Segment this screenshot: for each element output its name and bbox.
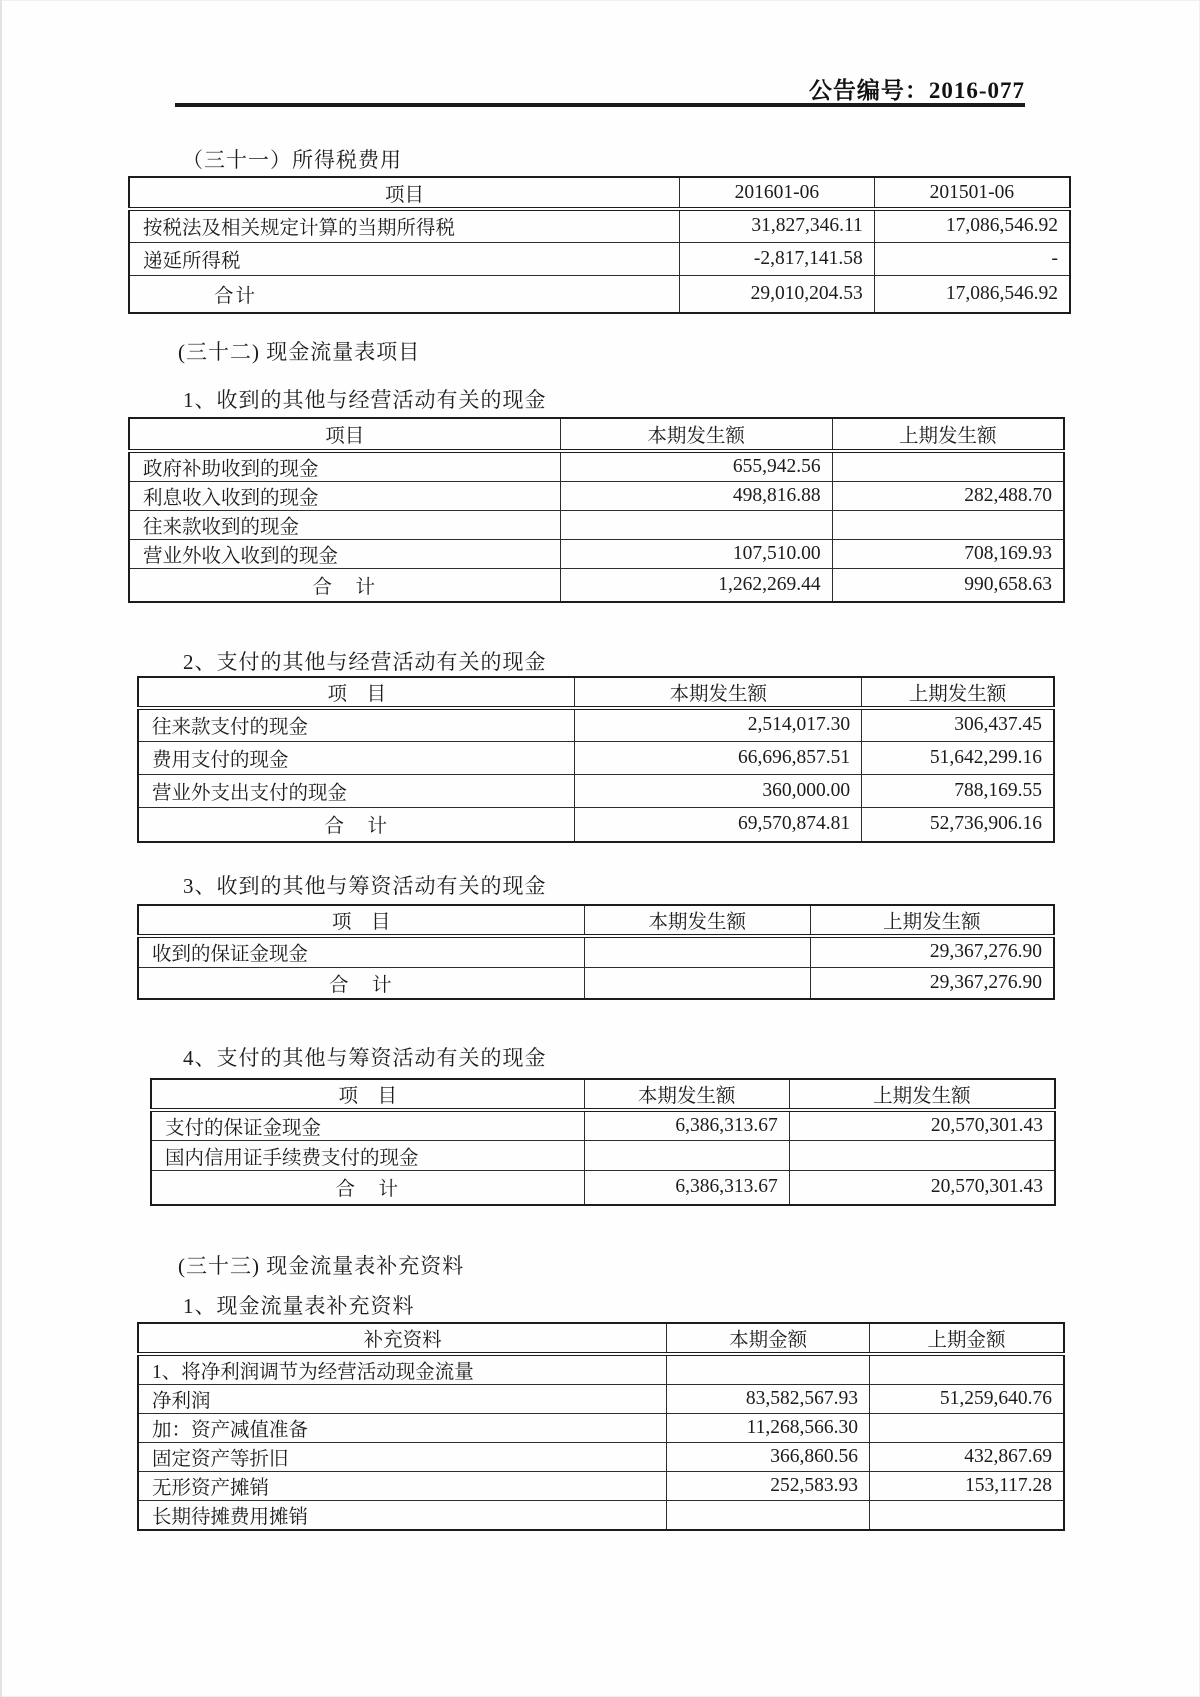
item-cell: 费用支付的现金 xyxy=(138,741,575,774)
column-header: 上期金额 xyxy=(870,1323,1064,1354)
table-row xyxy=(151,1171,1055,1205)
item-cell: 1、将净利润调节为经营活动现金流量 xyxy=(138,1354,667,1385)
prior-period-cell: 29,367,276.90 xyxy=(810,967,1054,999)
prior-period-cell: 52,736,906.16 xyxy=(862,807,1054,842)
item-cell: 合 计 xyxy=(138,967,584,999)
column-header: 上期发生额 xyxy=(789,1079,1055,1110)
column-header: 上期发生额 xyxy=(862,677,1054,708)
current-amount-cell: 11,268,566.30 xyxy=(667,1414,870,1443)
current-period-cell: 69,570,874.81 xyxy=(575,807,862,842)
current-period-cell: 29,010,204.53 xyxy=(679,275,874,313)
table-row xyxy=(138,807,1054,842)
operating-received-table-wrap xyxy=(128,417,1065,603)
prior-period-cell: 708,169.93 xyxy=(832,540,1064,569)
item-cell: 利息收入收到的现金 xyxy=(129,482,560,511)
item-cell: 长期待摊费用摊销 xyxy=(138,1501,667,1531)
header-row xyxy=(151,1079,1055,1110)
prior-period-cell: - xyxy=(874,242,1070,275)
supplementary-table-wrap xyxy=(137,1322,1065,1531)
column-header: 项目 xyxy=(129,418,560,451)
column-header: 项 目 xyxy=(151,1079,584,1110)
column-header: 本期发生额 xyxy=(584,905,810,936)
subsection-title-3: 3、收到的其他与筹资活动有关的现金 xyxy=(183,874,547,898)
table-row xyxy=(129,275,1070,313)
prior-amount-cell: 51,259,640.76 xyxy=(870,1385,1064,1414)
current-period-cell: 498,816.88 xyxy=(560,482,832,511)
current-amount-cell: 252,583.93 xyxy=(667,1472,870,1501)
prior-amount-cell: 432,867.69 xyxy=(870,1443,1064,1472)
prior-period-cell xyxy=(832,511,1064,540)
table-row xyxy=(129,451,1064,482)
financing-received-table-wrap xyxy=(137,904,1055,1000)
column-header: 201601-06 xyxy=(679,177,874,209)
table-row xyxy=(138,1414,1064,1443)
prior-amount-cell: 153,117.28 xyxy=(870,1472,1064,1501)
current-period-cell xyxy=(560,511,832,540)
prior-amount-cell xyxy=(870,1414,1064,1443)
financing-received-table xyxy=(137,904,1055,1000)
item-cell: 合计 xyxy=(129,275,679,313)
header-row xyxy=(138,677,1054,708)
operating-paid-table xyxy=(137,676,1055,843)
column-header: 本期发生额 xyxy=(584,1079,789,1110)
table-row xyxy=(138,741,1054,774)
current-period-cell xyxy=(584,967,810,999)
subsection-title-2: 2、支付的其他与经营活动有关的现金 xyxy=(183,650,547,674)
subsection-title-1: 1、收到的其他与经营活动有关的现金 xyxy=(183,388,547,412)
table-row xyxy=(138,708,1054,741)
prior-period-cell: 306,437.45 xyxy=(862,708,1054,741)
supplementary-table xyxy=(137,1322,1065,1531)
column-header: 上期发生额 xyxy=(810,905,1054,936)
item-cell: 固定资产等折旧 xyxy=(138,1443,667,1472)
current-period-cell: 1,262,269.44 xyxy=(560,569,832,602)
current-period-cell xyxy=(584,936,810,967)
table-row xyxy=(138,1443,1064,1472)
financing-paid-table-wrap xyxy=(150,1078,1056,1206)
header-rule xyxy=(175,103,1025,107)
item-cell: 无形资产摊销 xyxy=(138,1472,667,1501)
prior-period-cell xyxy=(832,451,1064,482)
subsection-title-supplementary: 1、现金流量表补充资料 xyxy=(183,1294,415,1318)
item-cell: 净利润 xyxy=(138,1385,667,1414)
table-row xyxy=(151,1141,1055,1171)
prior-period-cell: 282,488.70 xyxy=(832,482,1064,511)
item-cell: 营业外支出支付的现金 xyxy=(138,774,575,807)
column-header: 项 目 xyxy=(138,677,575,708)
income-tax-table xyxy=(128,176,1071,314)
table-row xyxy=(138,1501,1064,1531)
header-row xyxy=(129,177,1070,209)
item-cell: 营业外收入收到的现金 xyxy=(129,540,560,569)
column-header: 本期发生额 xyxy=(575,677,862,708)
item-cell: 合 计 xyxy=(138,807,575,842)
operating-received-table xyxy=(128,417,1065,603)
prior-period-cell xyxy=(789,1141,1055,1171)
header-row xyxy=(138,1323,1064,1354)
table-row xyxy=(138,967,1054,999)
prior-period-cell: 20,570,301.43 xyxy=(789,1110,1055,1141)
table-row xyxy=(138,774,1054,807)
table-row xyxy=(138,1472,1064,1501)
item-cell: 国内信用证手续费支付的现金 xyxy=(151,1141,584,1171)
financing-paid-table xyxy=(150,1078,1056,1206)
item-cell: 收到的保证金现金 xyxy=(138,936,584,967)
item-cell: 往来款支付的现金 xyxy=(138,708,575,741)
section-title-32: (三十二) 现金流量表项目 xyxy=(178,340,421,364)
current-amount-cell: 83,582,567.93 xyxy=(667,1385,870,1414)
table-row xyxy=(129,209,1070,242)
header-row xyxy=(138,905,1054,936)
prior-period-cell: 17,086,546.92 xyxy=(874,275,1070,313)
column-header: 补充资料 xyxy=(138,1323,667,1354)
item-cell: 递延所得税 xyxy=(129,242,679,275)
item-cell: 支付的保证金现金 xyxy=(151,1110,584,1141)
subsection-title-4: 4、支付的其他与筹资活动有关的现金 xyxy=(183,1046,547,1070)
table-row xyxy=(129,482,1064,511)
current-amount-cell: 366,860.56 xyxy=(667,1443,870,1472)
current-period-cell: 107,510.00 xyxy=(560,540,832,569)
column-header: 上期发生额 xyxy=(832,418,1064,451)
current-amount-cell xyxy=(667,1501,870,1531)
current-period-cell: 655,942.56 xyxy=(560,451,832,482)
current-period-cell: 31,827,346.11 xyxy=(679,209,874,242)
column-header: 项 目 xyxy=(138,905,584,936)
item-cell: 往来款收到的现金 xyxy=(129,511,560,540)
column-header: 项目 xyxy=(129,177,679,209)
item-cell: 合 计 xyxy=(151,1171,584,1205)
section-title-31: （三十一）所得税费用 xyxy=(182,148,402,172)
section-title-33: (三十三) 现金流量表补充资料 xyxy=(178,1254,465,1278)
current-period-cell: -2,817,141.58 xyxy=(679,242,874,275)
current-amount-cell xyxy=(667,1354,870,1385)
table-row xyxy=(138,1385,1064,1414)
current-period-cell: 6,386,313.67 xyxy=(584,1171,789,1205)
prior-amount-cell xyxy=(870,1501,1064,1531)
announcement-number: 公告编号：2016-077 xyxy=(808,78,1025,103)
prior-period-cell: 788,169.55 xyxy=(862,774,1054,807)
current-period-cell: 360,000.00 xyxy=(575,774,862,807)
prior-period-cell: 51,642,299.16 xyxy=(862,741,1054,774)
item-cell: 合 计 xyxy=(129,569,560,602)
table-row xyxy=(151,1110,1055,1141)
table-row xyxy=(138,936,1054,967)
current-period-cell: 2,514,017.30 xyxy=(575,708,862,741)
current-period-cell: 66,696,857.51 xyxy=(575,741,862,774)
current-period-cell xyxy=(584,1141,789,1171)
header-row xyxy=(129,418,1064,451)
table-row xyxy=(129,540,1064,569)
income-tax-table-wrap xyxy=(128,176,1071,314)
prior-period-cell: 17,086,546.92 xyxy=(874,209,1070,242)
current-period-cell: 6,386,313.67 xyxy=(584,1110,789,1141)
prior-period-cell: 29,367,276.90 xyxy=(810,936,1054,967)
column-header: 本期发生额 xyxy=(560,418,832,451)
item-cell: 按税法及相关规定计算的当期所得税 xyxy=(129,209,679,242)
item-cell: 政府补助收到的现金 xyxy=(129,451,560,482)
column-header: 201501-06 xyxy=(874,177,1070,209)
table-row xyxy=(129,511,1064,540)
table-row xyxy=(138,1354,1064,1385)
item-cell: 加：资产减值准备 xyxy=(138,1414,667,1443)
prior-period-cell: 990,658.63 xyxy=(832,569,1064,602)
operating-paid-table-wrap xyxy=(137,676,1055,843)
table-row xyxy=(129,569,1064,602)
column-header: 本期金额 xyxy=(667,1323,870,1354)
table-row xyxy=(129,242,1070,275)
prior-period-cell: 20,570,301.43 xyxy=(789,1171,1055,1205)
prior-amount-cell xyxy=(870,1354,1064,1385)
